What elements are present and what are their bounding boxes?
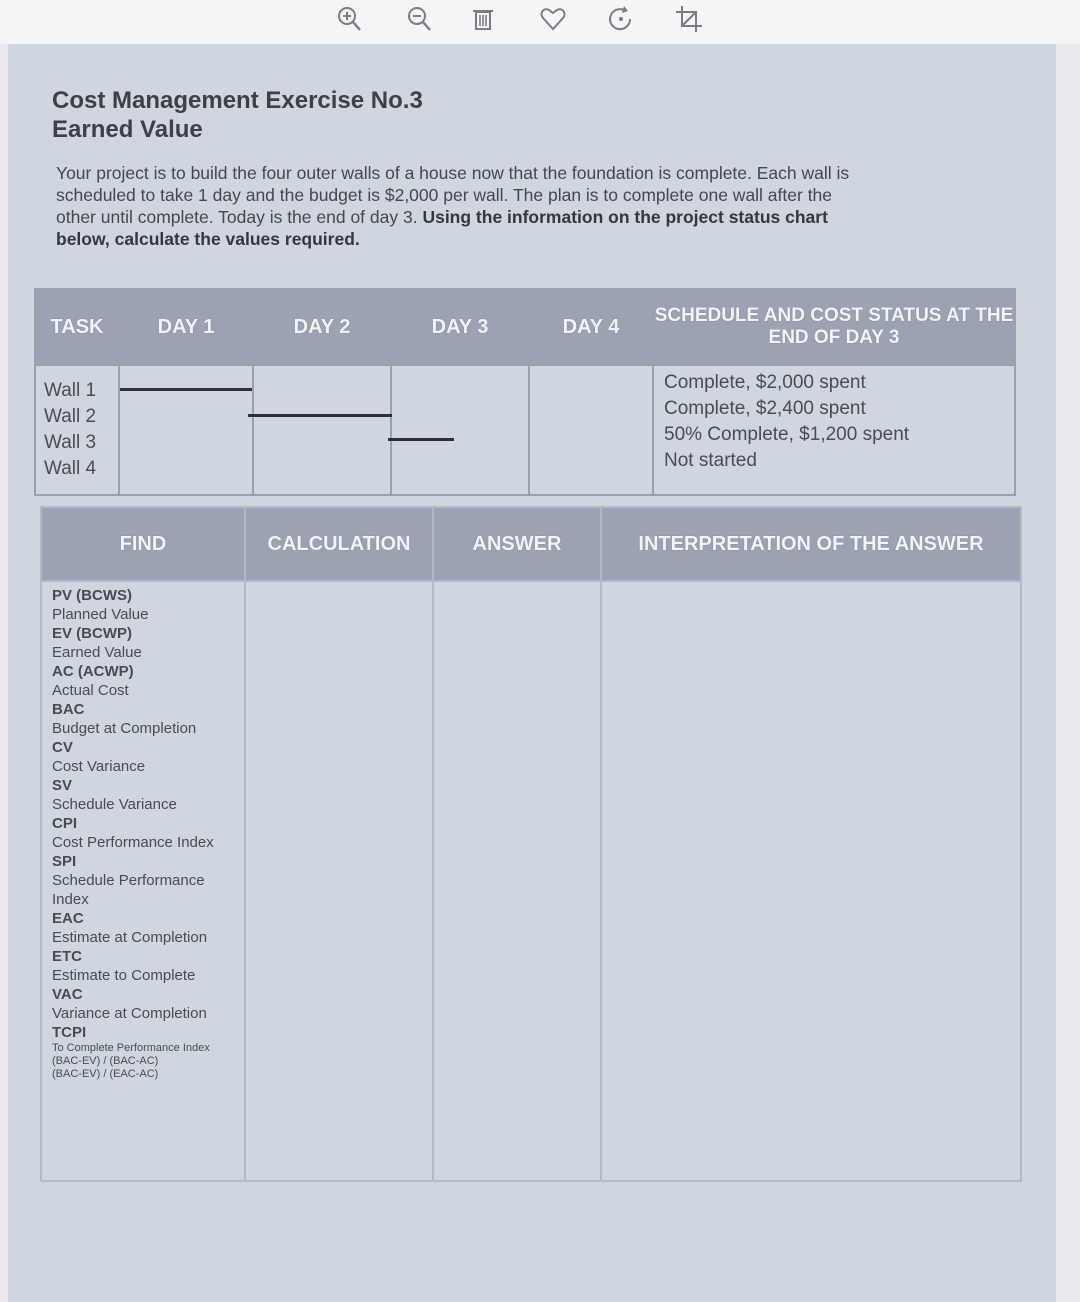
header-find: FIND xyxy=(41,507,245,581)
list-item: CPI Cost Performance Index xyxy=(52,815,214,851)
task-wall-3: Wall 3 xyxy=(44,432,97,453)
header-task: TASK xyxy=(35,289,119,365)
earned-value-worksheet xyxy=(40,506,1022,1182)
header-answer: ANSWER xyxy=(433,507,601,581)
gantt-bar-wall-3 xyxy=(388,438,454,441)
status-wall-1: Complete, $2,000 spent xyxy=(664,372,866,393)
tcpi-formula-2: (BAC-EV) / (EAC-AC) xyxy=(52,1068,159,1080)
tcpi-formula-1: (BAC-EV) / (BAC-AC) xyxy=(52,1055,159,1067)
list-item: CV Cost Variance xyxy=(52,739,146,775)
heart-icon[interactable] xyxy=(538,4,568,34)
zoom-out-icon[interactable] xyxy=(404,4,434,34)
list-item: EAC Estimate at Completion xyxy=(52,910,208,946)
status-wall-4: Not started xyxy=(664,450,757,471)
day-2-cell xyxy=(253,365,391,495)
intro-paragraph xyxy=(56,162,876,250)
image-viewer-toolbar xyxy=(0,0,1080,44)
header-day-4: DAY 4 xyxy=(529,289,653,365)
day-4-cell xyxy=(529,365,653,495)
find-list xyxy=(41,581,245,1181)
list-item: VAC Variance at Completion xyxy=(52,986,207,1022)
header-day-1: DAY 1 xyxy=(119,289,253,365)
title-line-2: Earned Value xyxy=(52,116,203,143)
header-day-3: DAY 3 xyxy=(391,289,529,365)
list-item: ETC Estimate to Complete xyxy=(52,948,196,984)
status-wall-2: Complete, $2,400 spent xyxy=(664,398,866,419)
project-status-chart xyxy=(34,288,1016,496)
task-wall-1: Wall 1 xyxy=(44,380,97,401)
gantt-bar-wall-1 xyxy=(120,388,252,391)
task-wall-4: Wall 4 xyxy=(44,458,97,479)
status-wall-3: 50% Complete, $1,200 spent xyxy=(664,424,910,445)
crop-icon[interactable] xyxy=(674,4,704,34)
page-title xyxy=(52,86,423,144)
header-day-2: DAY 2 xyxy=(253,289,391,365)
calculation-cell[interactable] xyxy=(245,581,433,1181)
status-list xyxy=(653,365,1015,495)
day-1-cell xyxy=(119,365,253,495)
header-interpretation: INTERPRETATION OF THE ANSWER xyxy=(601,507,1021,581)
answer-cell[interactable] xyxy=(433,581,601,1181)
list-item: BAC Budget at Completion xyxy=(52,701,197,737)
list-item: EV (BCWP) Earned Value xyxy=(52,625,142,661)
list-item: SPI Schedule Performance Index xyxy=(52,853,205,908)
day-3-cell xyxy=(391,365,529,495)
header-calculation: CALCULATION xyxy=(245,507,433,581)
gantt-bar-wall-2 xyxy=(248,414,392,417)
list-item: AC (ACWP) Actual Cost xyxy=(52,663,134,699)
list-item: TCPI To Complete Performance Index (BAC-EV) / (BAC-AC) (BAC-EV) / (EAC-AC) xyxy=(52,1023,244,1081)
list-item: PV (BCWS) Planned Value xyxy=(52,587,149,623)
task-list xyxy=(35,365,119,495)
zoom-in-icon[interactable] xyxy=(334,4,364,34)
interpretation-cell[interactable] xyxy=(601,581,1021,1181)
delete-icon[interactable] xyxy=(468,4,498,34)
task-wall-2: Wall 2 xyxy=(44,406,97,427)
rotate-icon[interactable] xyxy=(606,4,636,34)
header-status: SCHEDULE AND COST STATUS AT THE END OF DAY 3 xyxy=(653,289,1015,365)
title-line-1: Cost Management Exercise No.3 xyxy=(52,87,423,114)
intro-text: Your project is to build the four outer walls of a house now that the foundation is complete. Each wall is scheduled to take 1 day and the budget is $2,000 per wall. The plan is to complete one wall after the other until complete. Today is the end of day 3. xyxy=(56,163,850,227)
intro-instruction: Using the information on the project status chart below, calculate the values required. xyxy=(56,207,828,249)
list-item: SV Schedule Variance xyxy=(52,777,177,813)
